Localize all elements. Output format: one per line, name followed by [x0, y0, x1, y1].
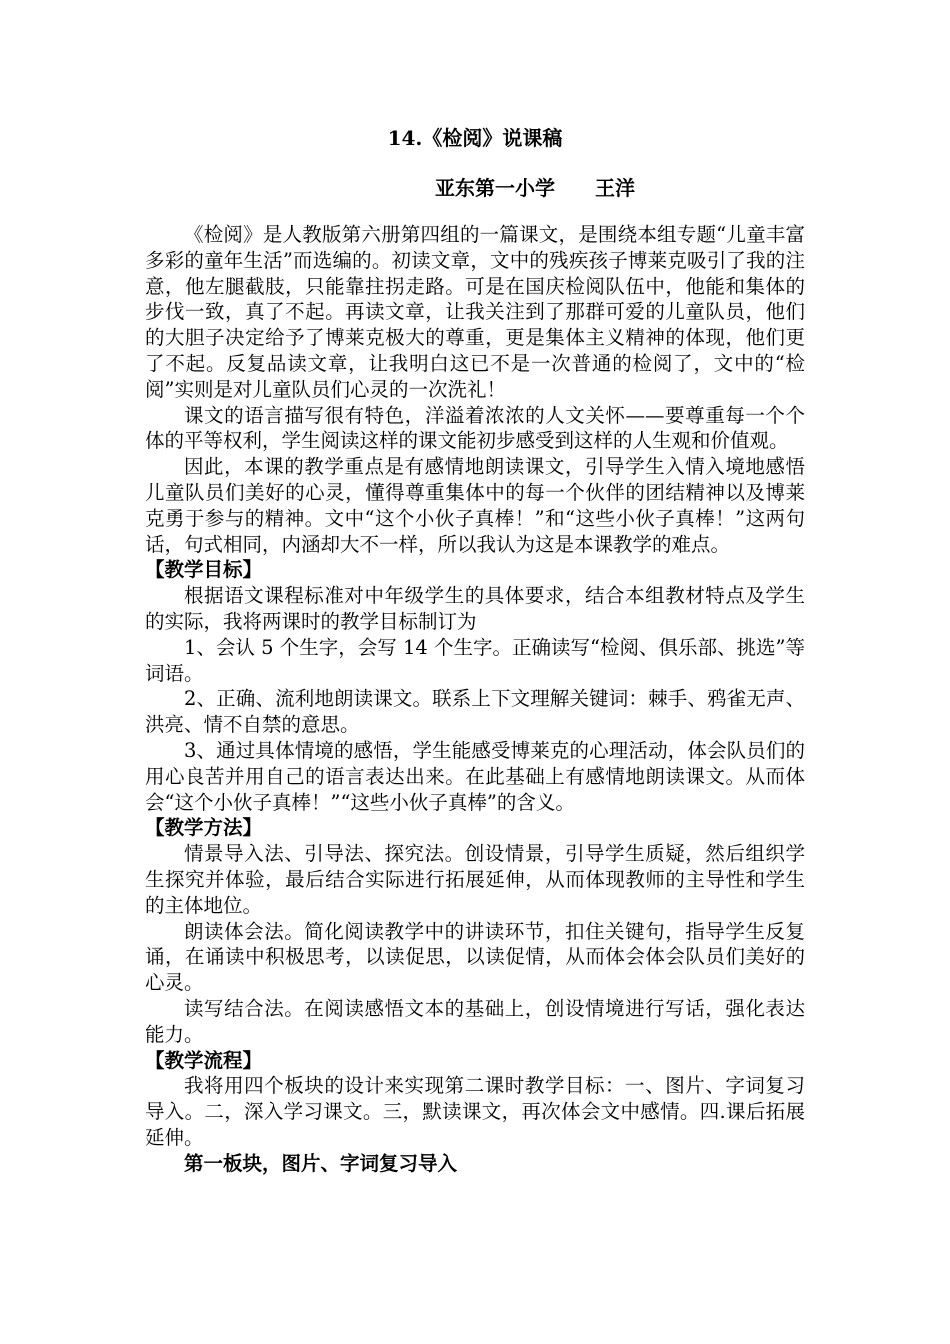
list-item: 1、会认 5 个生字，会写 14 个生字。正确读写“检阅、俱乐部、挑选”等词语。 — [145, 635, 805, 685]
list-item: 2、正确、流利地朗读课文。联系上下文理解关键词：棘手、鸦雀无声、洪亮、情不自禁的意思。 — [145, 687, 805, 737]
paragraph: 根据语文课程标准对中年级学生的具体要求，结合本组教材特点及学生的实际，我将两课时的教学目标制订为 — [145, 584, 805, 633]
author-name: 王洋 — [595, 176, 635, 200]
section-heading-methods: 【教学方法】 — [145, 816, 263, 840]
section-heading-process: 【教学流程】 — [145, 1048, 263, 1072]
paragraph: 读写结合法。在阅读感悟文本的基础上，创设情境进行写话，强化表达能力。 — [145, 996, 805, 1046]
document-body — [145, 222, 805, 1176]
document-page — [145, 0, 805, 1344]
author-line — [435, 174, 635, 202]
document-title: 14.《检阅》说课稿 — [387, 126, 563, 150]
subsection-heading: 第一板块，图片、字词复习导入 — [184, 1151, 458, 1175]
school-name: 亚东第一小学 — [435, 176, 555, 200]
paragraph: 情景导入法、引导法、探究法。创设情景，引导学生质疑，然后组织学生探究并体验，最后结合实际进行拓展延伸，从而体现教师的主导性和学生的主体地位。 — [145, 842, 805, 917]
paragraph: 我将用四个板块的设计来实现第二课时教学目标：一、图片、字词复习导入。二，深入学习课文。三，默读课文，再次体会文中感情。四.课后拓展延伸。 — [145, 1074, 805, 1149]
paragraph: 朗读体会法。简化阅读教学中的讲读环节，扣住关键句，指导学生反复诵，在诵读中积极思考，以读促思，以读促情，从而体会体会队员们美好的心灵。 — [145, 919, 805, 995]
paragraph: 因此，本课的教学重点是有感情地朗读课文，引导学生入情入境地感悟儿童队员们美好的心灵，懂得尊重集体中的每一个伙伴的团结精神以及博莱克勇于参与的精神。文中“这个小伙子真棒！”和“这些小伙子真棒！”这两句话，句式相同，内涵却大不一样，所以我认为这是本课教学的难点。 — [145, 455, 805, 556]
paragraph: 课文的语言描写很有特色，洋溢着浓浓的人文关怀——要尊重每一个个体的平等权利，学生阅读这样的课文能初步感受到这样的人生观和价值观。 — [145, 403, 805, 453]
list-item: 3、通过具体情境的感悟，学生能感受博莱克的心理活动，体会队员们的用心良苦并用自己的语言表达出来。在此基础上有感情地朗读课文。从而体会“这个小伙子真棒！”“这些小伙子真棒”的含义。 — [145, 738, 805, 814]
paragraph: 《检阅》是人教版第六册第四组的一篇课文，是围绕本组专题“儿童丰富多彩的童年生活”而选编的。初读文章，文中的残疾孩子博莱克吸引了我的注意，他左腿截肢，只能靠拄拐走路。可是在国庆检阅队伍中，他能和集体的步伐一致，真了不起。再读文章，让我关注到了那群可爱的儿童队员，他们的大胆子决定给予了博莱克极大的尊重，更是集体主义精神的体现，他们更了不起。反复品读文章，让我明白这已不是一次普通的检阅了，文中的“检阅”实则是对儿童队员们心灵的一次洗礼！ — [145, 223, 805, 401]
section-heading-goals: 【教学目标】 — [145, 558, 263, 582]
